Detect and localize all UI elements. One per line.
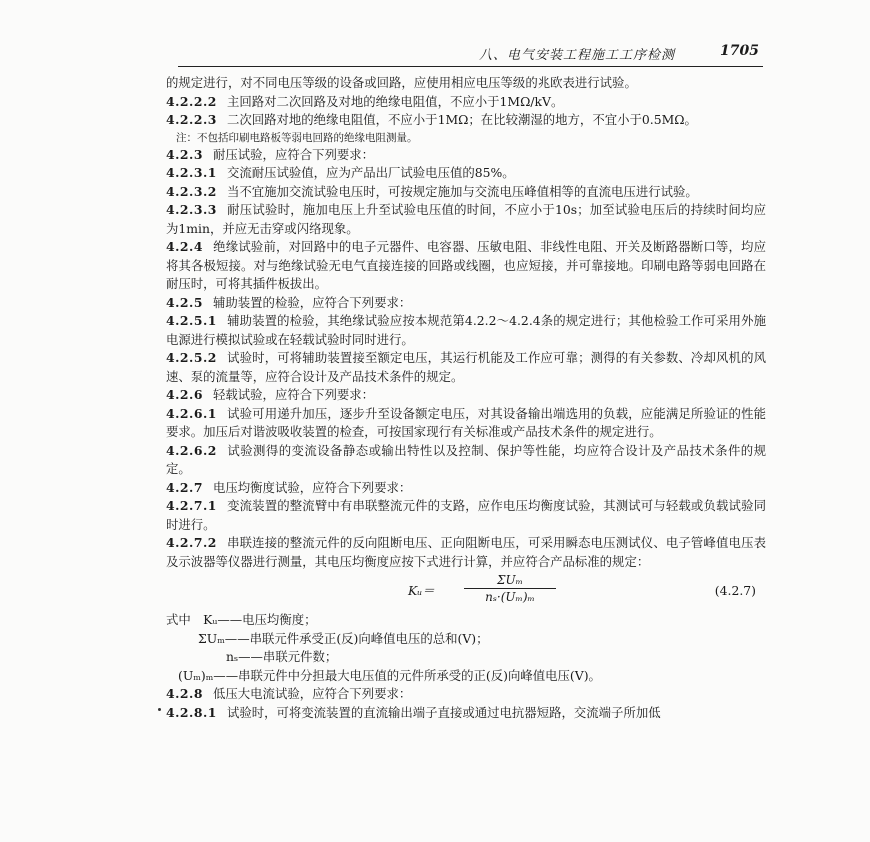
clause-4-2-2-3: 4.2.2.3 二次回路对地的绝缘电阻值，不应小于1MΩ；在比较潮湿的地方，不宜小于0.5MΩ。 [166, 112, 697, 127]
clause-4-2-7-2: 4.2.7.2 串联连接的整流元件的反向阻断电压、正向阻断电压，可采用瞬态电压测试仪、电子管峰值电压表及示波器等仪器进行测量，其电压均衡度应按下式进行计算，并应符合产品标准的规定： [166, 535, 766, 569]
equation [166, 573, 766, 609]
clause-4-2-6-2: 4.2.6.2 试验测得的变流设备静态或输出特性以及控制、保护等性能，均应符合设计及产品技术条件的规定。 [166, 442, 766, 476]
running-header [178, 44, 763, 67]
clause-4-2-5: 4.2.5 辅助装置的检验，应符合下列要求： [166, 294, 412, 310]
clause-4-2-6: 4.2.6 轻载试验，应符合下列要求： [166, 387, 375, 402]
clause-4-2-8-1: 4.2.8.1 试验时，可将变流装置的直流输出端子直接或通过电抗器短路，交流端子所加低 [166, 704, 661, 720]
equation-number: (4.2.7) [714, 583, 756, 598]
page-number: 1705 [720, 43, 759, 59]
clause-4-2-8: 4.2.8 低压大电流试验，应符合下列要求： [166, 686, 412, 701]
document-body [166, 74, 766, 722]
clause-4-2-5-1: 4.2.5.1 辅助装置的检验，其绝缘试验应按本规范第4.2.2～4.2.4条的规定进行；其他检验工作可采用外施电源进行模拟试验或在轻载试验时同时进行。 [166, 313, 766, 347]
clause-4-2-3-3: 4.2.3.3 耐压试验时，施加电压上升至试验电压值的时间，不应小于10s；加至试验电压后的持续时间均应为1min，并应无击穿或闪络现象。 [166, 202, 766, 236]
variable-definitions [166, 611, 766, 685]
clause-4-2-3-2: 4.2.3.2 当不宜施加交流试验电压时，可按规定施加与交流电压峰值相等的直流电压进行试验。 [166, 183, 698, 199]
paragraph: 的规定进行，对不同电压等级的设备或回路，应使用相应电压等级的兆欧表进行试验。 [166, 75, 637, 90]
definition-item: nₛ——串联元件数； [226, 649, 338, 664]
scan-speck [158, 708, 161, 711]
clause-4-2-7-1: 4.2.7.1 变流装置的整流臂中有串联整流元件的支路，应作电压均衡度试验，其测试可与轻载或负载试验同时进行。 [166, 498, 766, 532]
clause-4-2-6-1: 4.2.6.1 试验可用递升加压，逐步升至设备额定电压，对其设备输出端选用的负载，应能满足所验证的性能要求。加压后对谐波吸收装置的检查，可按国家现行有关标准或产品技术条件的规定进行。 [166, 405, 766, 439]
equation-numerator: ΣUₘ [464, 573, 556, 589]
clause-4-2-4: 4.2.4 绝缘试验前，对回路中的电子元器件、电容器、压敏电阻、非线性电阻、开关及断路器断口等，均应将其各极短接。对与绝缘试验无电气直接连接的回路或线圈，也应短接，并可靠接地。印刷电路等弱电回路在耐压时，可将其插件板拔出。 [166, 239, 766, 291]
clause-4-2-7: 4.2.7 电压均衡度试验，应符合下列要求： [166, 479, 412, 495]
clause-4-2-5-2: 4.2.5.2 试验时，可将辅助装置接至额定电压，其运行机能及工作应可靠；测得的有关参数、冷却风机的风速、泵的流量等，应符合设计及产品技术条件的规定。 [166, 350, 766, 384]
equation-denominator: nₛ·(Uₘ)ₘ [485, 590, 535, 604]
equation-lhs: Kᵤ＝ [408, 583, 435, 598]
note: 注：不包括印刷电路板等弱电回路的绝缘电阻测量。 [176, 131, 418, 144]
equation-fraction [464, 573, 556, 605]
definition-item: 式中 Kᵤ——电压均衡度； [166, 612, 317, 627]
clause-4-2-2-2: 4.2.2.2 主回路对二次回路及对地的绝缘电阻值，不应小于1MΩ/kV。 [166, 93, 564, 109]
clause-4-2-3-1: 4.2.3.1 交流耐压试验值，应为产品出厂试验电压值的85%。 [166, 165, 515, 180]
header-section-title: 八、电气安装工程施工工序检测 [478, 48, 675, 63]
clause-4-2-3: 4.2.3 耐压试验，应符合下列要求： [166, 146, 375, 162]
definition-item: ΣUₘ——串联元件承受正(反)向峰值电压的总和(V)； [198, 630, 489, 646]
definition-item: (Uₘ)ₘ——串联元件中分担最大电压值的元件所承受的正(反)向峰值电压(V)。 [178, 667, 601, 683]
